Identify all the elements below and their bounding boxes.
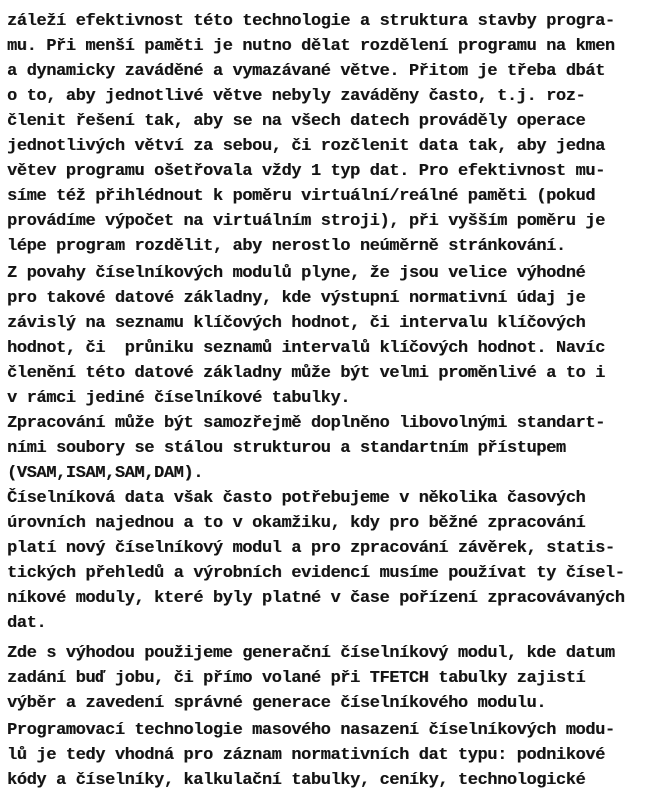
text-line: dat. — [7, 614, 47, 633]
text-line: kódy a číselníky, kalkulační tabulky, ceníky, technologické — [7, 771, 586, 790]
text-line: ními soubory se stálou strukturou a standartním přístupem — [7, 439, 566, 458]
text-line: Číselníková data však často potřebujeme v několika časových — [7, 489, 586, 508]
text-line: úrovních najednou a to v okamžiku, kdy pro běžné zpracování — [7, 514, 586, 533]
paragraph — [7, 641, 654, 716]
text-line: záleží efektivnost této technologie a struktura stavby progra- — [7, 12, 615, 31]
text-line: platí nový číselníkový modul a pro zpracování závěrek, statis- — [7, 539, 615, 558]
text-line: Zde s výhodou použijeme generační číselníkový modul, kde datum — [7, 644, 615, 663]
text-line: tických přehledů a výrobních evidencí musíme používat ty čísel- — [7, 564, 625, 583]
text-line: členění této datové základny může být velmi proměnlivé a to i — [7, 364, 605, 383]
text-line: a dynamicky zaváděné a vymazávané větve. Přitom je třeba dbát — [7, 62, 605, 81]
text-line: o to, aby jednotlivé větve nebyly zaváděny často, t.j. roz- — [7, 87, 586, 106]
text-line: mu. Při menší paměti je nutno dělat rozdělení programu na kmen — [7, 37, 615, 56]
text-line: výběr a zavedení správné generace číselníkového modulu. — [7, 694, 547, 713]
paragraph — [7, 718, 654, 793]
text-line: hodnot, či průniku seznamů intervalů klíčových hodnot. Navíc — [7, 339, 605, 358]
text-line: Z povahy číselníkových modulů plyne, že jsou velice výhodné — [7, 264, 586, 283]
paragraph — [7, 486, 654, 636]
paragraph — [7, 9, 654, 259]
text-line: (VSAM,ISAM,SAM,DAM). — [7, 464, 204, 483]
text-line: zadání buď jobu, či přímo volané při TFETCH tabulky zajistí — [7, 669, 586, 688]
text-line: Zpracování může být samozřejmě doplněno libovolnými standart- — [7, 414, 605, 433]
text-line: pro takové datové základny, kde výstupní normativní údaj je — [7, 289, 586, 308]
text-line: členit řešení tak, aby se na všech datech prováděly operace — [7, 112, 586, 131]
text-line: jednotlivých větví za sebou, či rozčlenit data tak, aby jedna — [7, 137, 605, 156]
text-line: níkové moduly, které byly platné v čase pořízení zpracovávaných — [7, 589, 625, 608]
text-line: lů je tedy vhodná pro záznam normativních dat typu: podnikové — [7, 746, 605, 765]
text-line: závislý na seznamu klíčových hodnot, či intervalu klíčových — [7, 314, 586, 333]
text-line: Programovací technologie masového nasazení číselníkových modu- — [7, 721, 615, 740]
text-line: lépe program rozdělit, aby nerostlo neúměrně stránkování. — [7, 237, 566, 256]
text-line: provádíme výpočet na virtuálním stroji), při vyšším poměru je — [7, 212, 605, 231]
paragraph — [7, 261, 654, 411]
text-line: větev programu ošetřovala vždy 1 typ dat. Pro efektivnost mu- — [7, 162, 605, 181]
paragraph — [7, 411, 654, 486]
text-line: síme též přihlédnout k poměru virtuální/reálné paměti (pokud — [7, 187, 596, 206]
text-line: v rámci jediné číselníkové tabulky. — [7, 389, 351, 408]
document-text — [7, 9, 654, 793]
